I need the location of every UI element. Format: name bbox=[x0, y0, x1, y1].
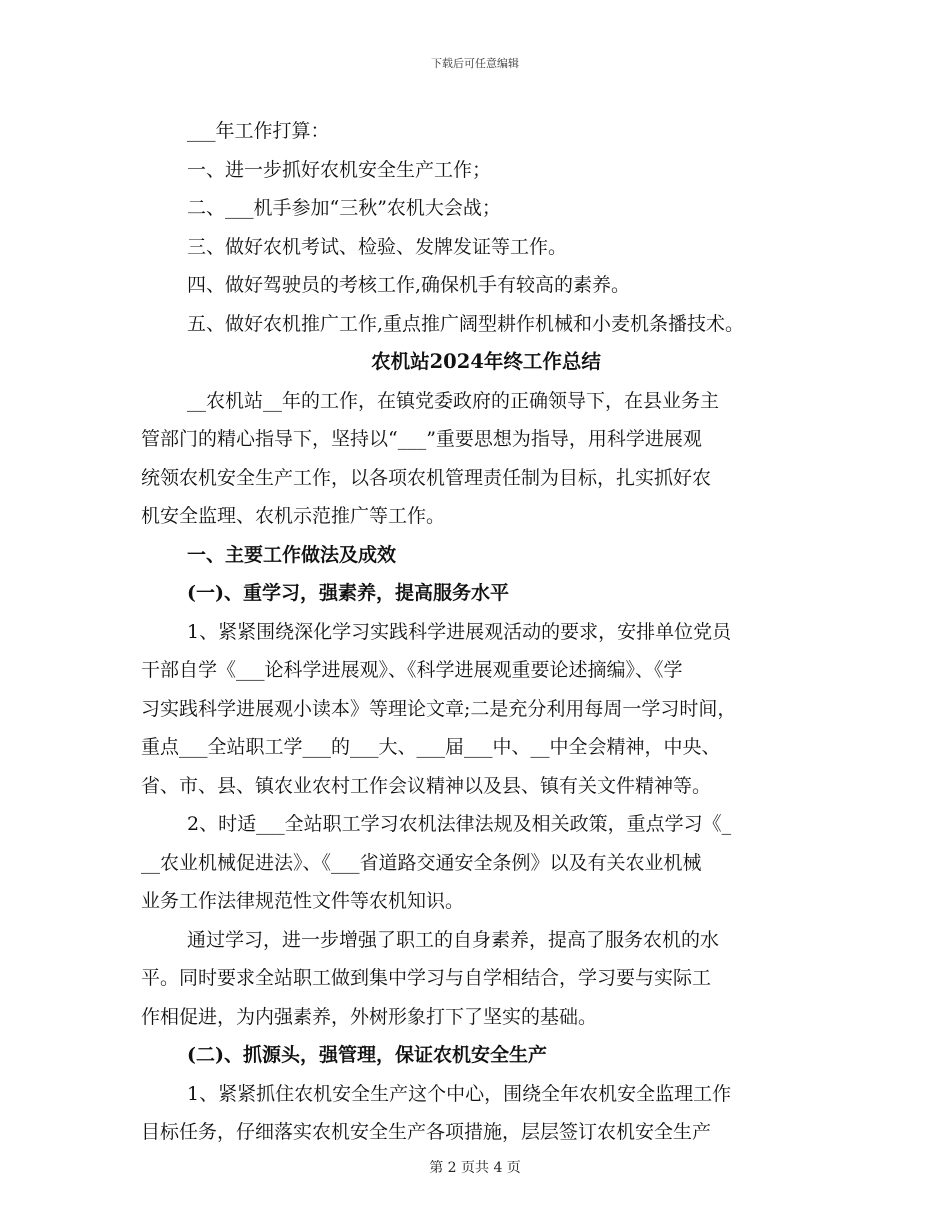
paragraph-line: 通过学习，进一步增强了职工的自身素养，提高了服务农机的水 bbox=[187, 928, 720, 951]
paragraph-line: 统领农机安全生产工作，以各项农机管理责任制为目标，扎实抓好农 bbox=[141, 466, 712, 489]
paragraph-line: 作相促进，为内强素养，外树形象打下了坚实的基础。 bbox=[141, 1005, 598, 1028]
paragraph-line: 干部自学《___论科学进展观》、《科学进展观重要论述摘编》、《学 bbox=[141, 659, 683, 681]
paragraph-line: 目标任务，仔细落实农机安全生产各项措施，层层签订农机安全生产 bbox=[141, 1121, 712, 1143]
document-body bbox=[141, 112, 831, 1152]
paragraph-line: 管部门的精心指导下，坚持以“___”重要思想为指导，用科学进展观 bbox=[141, 428, 702, 450]
paragraph-line: 机安全监理、农机示范推广等工作。 bbox=[141, 505, 446, 527]
intro-line: 四、做好驾驶员的考核工作,确保机手有较高的素养。 bbox=[187, 274, 631, 296]
document-title: 农机站2024年终工作总结 bbox=[371, 350, 601, 373]
paragraph-line: 平。同时要求全站职工做到集中学习与自学相结合，学习要与实际工 bbox=[141, 967, 712, 989]
subsection-heading: (一)、重学习，强素养，提高服务水平 bbox=[187, 582, 509, 604]
page-header: 下载后可任意编辑 bbox=[431, 57, 519, 70]
intro-line: 二、___机手参加“三秋”农机大会战； bbox=[187, 197, 501, 219]
intro-line: 一、进一步抓好农机安全生产工作； bbox=[187, 158, 492, 181]
intro-line: 五、做好农机推广工作,重点推广阔型耕作机械和小麦机条播技术。 bbox=[187, 312, 745, 335]
paragraph-line: __农业机械促进法》、《___省道路交通安全条例》以及有关农业机械 bbox=[141, 851, 702, 874]
intro-line: ___年工作打算： bbox=[187, 120, 330, 142]
paragraph-line: 重点___全站职工学___的___大、___届___中、__中全会精神，中央、 bbox=[141, 736, 721, 758]
intro-line: 三、做好农机考试、检验、发牌发证等工作。 bbox=[187, 235, 568, 258]
page-footer: 第 2 页共 4 页 bbox=[429, 1160, 521, 1176]
subsection-heading: (二)、抓源头，强管理，保证农机安全生产 bbox=[187, 1044, 547, 1066]
paragraph-line: 2、时适___全站职工学习农机法律法规及相关政策，重点学习《_ bbox=[187, 813, 732, 835]
paragraph-line: __农机站__年的工作，在镇党委政府的正确领导下，在县业务主 bbox=[187, 389, 720, 412]
paragraph-line: 1、紧紧抓住农机安全生产这个中心，围绕全年农机安全监理工作 bbox=[187, 1082, 732, 1105]
section-heading: 一、主要工作做法及成效 bbox=[187, 543, 397, 566]
paragraph-line: 业务工作法律规范性文件等农机知识。 bbox=[141, 890, 465, 912]
paragraph-line: 1、紧紧围绕深化学习实践科学进展观活动的要求，安排单位党员 bbox=[187, 620, 732, 643]
paragraph-line: 省、市、县、镇农业农村工作会议精神以及县、镇有关文件精神等。 bbox=[141, 774, 712, 797]
paragraph-line: 习实践科学进展观小读本》等理论文章;二是充分利用每周一学习时间， bbox=[141, 697, 737, 720]
